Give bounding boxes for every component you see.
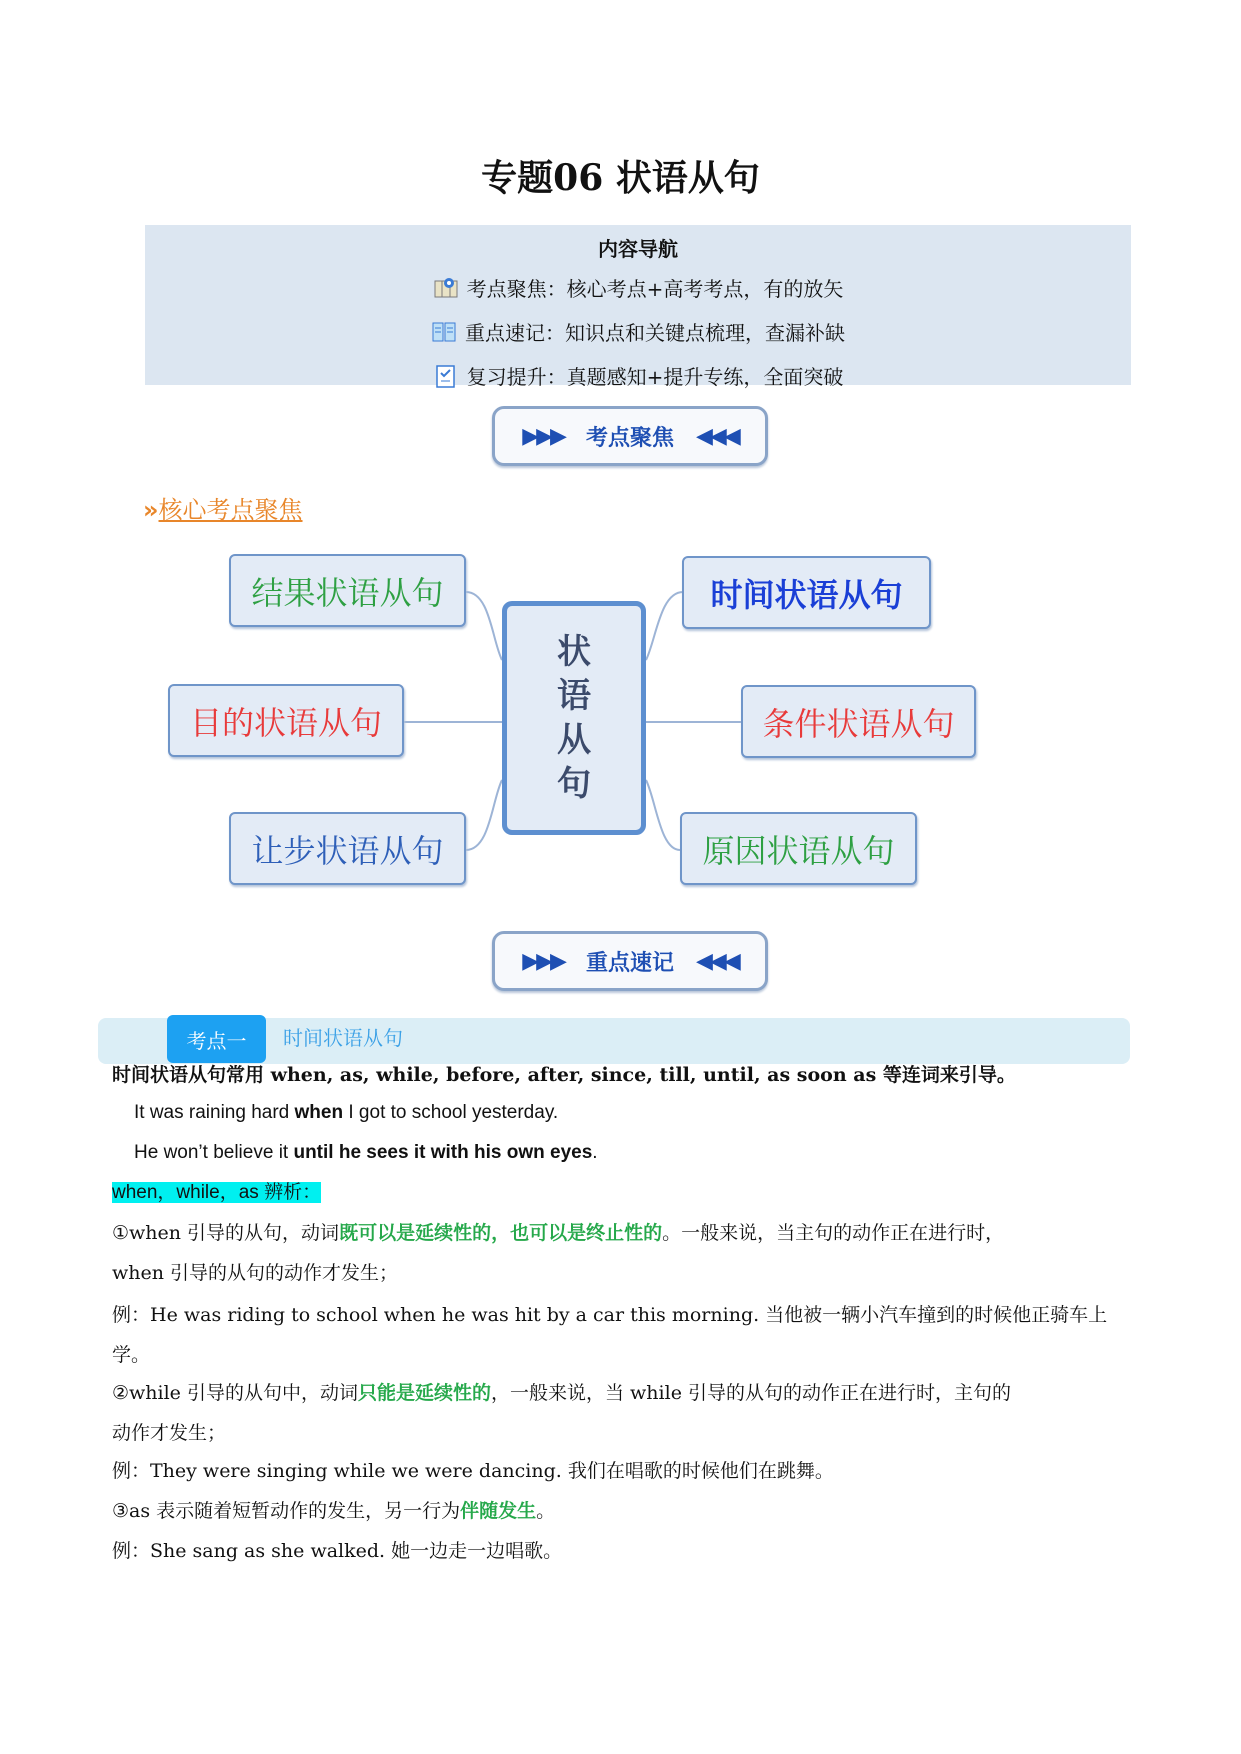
example-line-1 xyxy=(134,1093,558,1133)
arrows-right-icon: ▶▶▶ xyxy=(522,948,564,974)
highlight-label xyxy=(112,1173,321,1213)
text: 。 xyxy=(536,1500,556,1522)
banner-label: 重点速记 xyxy=(585,950,674,976)
text: He won’t believe it xyxy=(134,1142,294,1163)
point-1 xyxy=(112,1213,1004,1253)
text-green: 既可以是延续性的，也可以是终止性的 xyxy=(339,1222,663,1244)
mindmap-node-concession: 让步状语从句 xyxy=(229,812,466,885)
nav-line-text: 重点速记：知识点和关键点梳理，查漏补缺 xyxy=(465,321,845,345)
text: ，一般来说，当 while 引导的从句的动作正在进行时，主句的 xyxy=(491,1382,1011,1404)
kaodian-tag: 考点一 xyxy=(167,1015,266,1063)
point-2 xyxy=(112,1373,1011,1413)
example-1: 例：He was riding to school when he was hit by a car this morning. 当他被一辆小汽车撞到的时候他正骑车上 xyxy=(112,1304,1108,1326)
nav-heading: 内容导航 xyxy=(598,237,678,261)
example-2: 例：They were singing while we were dancing. 我们在唱歌的时候他们在跳舞。 xyxy=(112,1460,834,1482)
point-2-cont: 动作才发生； xyxy=(112,1422,227,1444)
nav-line-text: 考点聚焦：核心考点+高考考点，有的放矢 xyxy=(466,277,844,301)
highlighted-text: when，while，as 辨析： xyxy=(112,1182,322,1203)
center-char: 句 xyxy=(557,764,591,804)
text: . xyxy=(592,1142,598,1163)
section-heading-text: 核心考点聚焦 xyxy=(158,496,303,524)
page-title: 专题06 状语从句 xyxy=(481,157,760,199)
center-char: 从 xyxy=(557,720,591,760)
point-1-cont: when 引导的从句的动作才发生； xyxy=(112,1262,399,1284)
arrows-left-icon: ◀◀◀ xyxy=(696,948,738,974)
text: ①when 引导的从句，动词 xyxy=(112,1222,340,1244)
center-char: 语 xyxy=(557,676,591,716)
banner-label: 考点聚焦 xyxy=(585,425,674,451)
kaodian-label: 时间状语从句 xyxy=(283,1026,403,1050)
banner-notes xyxy=(492,931,768,991)
arrows-right-icon: ▶▶▶ xyxy=(522,423,564,449)
text-bold: when xyxy=(294,1102,344,1123)
intro-paragraph: 时间状语从句常用 when, as, while, before, after, since, till, until, as soon as 等连词来引导。 xyxy=(112,1064,1016,1086)
mindmap-node-time: 时间状语从句 xyxy=(682,556,931,629)
text-green: 伴随发生 xyxy=(460,1500,537,1522)
point-3 xyxy=(112,1491,555,1531)
nav-line-text: 复习提升：真题感知+提升专练，全面突破 xyxy=(466,365,844,389)
mindmap-node-purpose: 目的状语从句 xyxy=(168,684,404,757)
mindmap-node-reason: 原因状语从句 xyxy=(680,812,917,885)
text: I got to school yesterday. xyxy=(343,1102,559,1123)
center-char: 状 xyxy=(557,632,591,672)
text: It was raining hard xyxy=(134,1102,295,1123)
example-line-2 xyxy=(134,1133,598,1173)
example-1-cont: 学。 xyxy=(112,1344,151,1366)
arrows-left-icon: ◀◀◀ xyxy=(696,423,738,449)
text: ③as 表示随着短暂动作的发生，另一行为 xyxy=(112,1500,461,1522)
text-green: 只能是延续性的 xyxy=(357,1382,491,1404)
text: 。一般来说，当主句的动作正在进行时， xyxy=(662,1222,1005,1244)
mindmap-node-condition: 条件状语从句 xyxy=(741,685,976,758)
example-3: 例：She sang as she walked. 她一边走一边唱歌。 xyxy=(112,1540,563,1562)
mindmap-node-result: 结果状语从句 xyxy=(229,554,466,627)
mindmap-center xyxy=(502,601,646,835)
text-bold: until he sees it with his own eyes xyxy=(293,1142,593,1163)
text: ②while 引导的从句中，动词 xyxy=(112,1382,358,1404)
double-chevron-icon: » xyxy=(143,496,159,524)
